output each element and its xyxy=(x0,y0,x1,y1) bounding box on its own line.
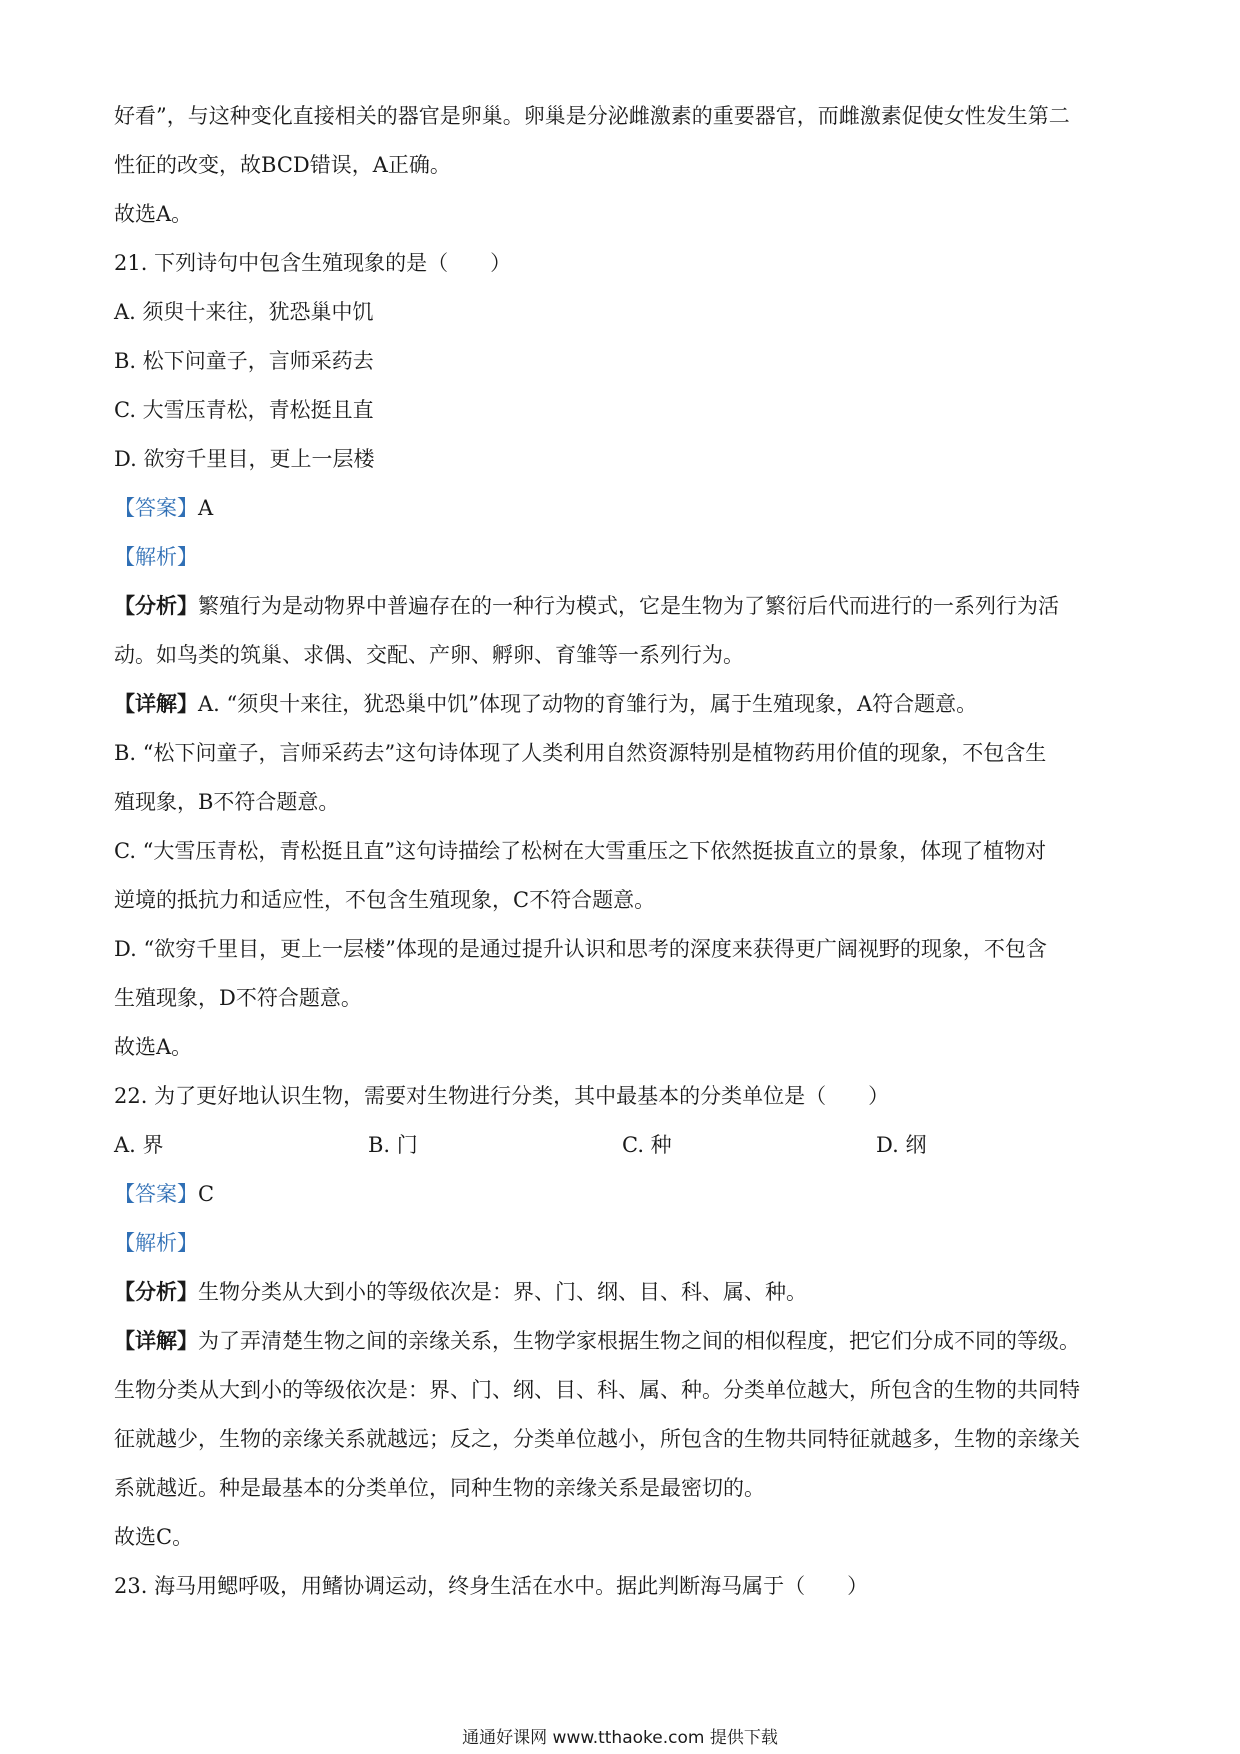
question-21-stem: 21. 下列诗句中包含生殖现象的是（ ） xyxy=(114,251,512,275)
answer-value: A xyxy=(198,496,214,520)
fenxi-tag: 【分析】 xyxy=(114,593,198,618)
detail-tag: 【详解】 xyxy=(114,691,198,716)
question-22-conclusion: 故选C。 xyxy=(114,1525,194,1549)
answer-tag: 【答案】 xyxy=(114,1182,198,1206)
question-21-answer xyxy=(114,493,213,523)
question-21-detail-line: C. “大雪压青松，青松挺且直”这句诗描绘了松树在大雪重压之下依然挺拔直立的景象，体现了植物对 xyxy=(114,839,1047,863)
question-22-detail-line: 征就越少，生物的亲缘关系就越远；反之，分类单位越小，所包含的生物共同特征就越多，生物的亲缘关 xyxy=(114,1427,1080,1451)
question-21-fenxi xyxy=(114,591,1059,621)
question-22-detail xyxy=(114,1326,1080,1356)
fenxi-tag: 【分析】 xyxy=(114,1279,198,1304)
question-22-fenxi xyxy=(114,1277,807,1307)
question-22-detail-line: 生物分类从大到小的等级依次是：界、门、纲、目、科、属、种。分类单位越大，所包含的生物的共同特 xyxy=(114,1378,1080,1402)
prev-conclusion: 故选A。 xyxy=(114,202,193,226)
detail-tag: 【详解】 xyxy=(114,1328,198,1353)
answer-tag: 【答案】 xyxy=(114,496,198,520)
question-21-analysis-heading xyxy=(114,542,198,572)
analysis-tag: 【解析】 xyxy=(114,1231,198,1255)
question-23-stem: 23. 海马用鳃呼吸，用鳍协调运动，终身生活在水中。据此判断海马属于（ ） xyxy=(114,1574,869,1598)
question-22-option-c: C. 种 xyxy=(622,1133,672,1157)
question-21-option-d: D. 欲穷千里目，更上一层楼 xyxy=(114,447,375,471)
prev-explanation-line: 性征的改变，故BCD错误，A正确。 xyxy=(114,153,451,177)
detail-text: A. “须臾十来往，犹恐巢中饥”体现了动物的育雏行为，属于生殖现象，A符合题意。 xyxy=(198,692,978,716)
analysis-tag: 【解析】 xyxy=(114,545,198,569)
question-22-option-a: A. 界 xyxy=(114,1133,164,1157)
question-21-detail-line: B. “松下问童子，言师采药去”这句诗体现了人类利用自然资源特别是植物药用价值的现象，不包含生 xyxy=(114,741,1047,765)
question-22-option-d: D. 纲 xyxy=(876,1133,927,1157)
question-21-conclusion: 故选A。 xyxy=(114,1035,193,1059)
question-21-detail xyxy=(114,689,977,719)
detail-text: 为了弄清楚生物之间的亲缘关系，生物学家根据生物之间的相似程度，把它们分成不同的等级。 xyxy=(198,1329,1080,1353)
question-21-detail-line: D. “欲穷千里目，更上一层楼”体现的是通过提升认识和思考的深度来获得更广阔视野的现象，不包含 xyxy=(114,937,1047,961)
fenxi-text: 生物分类从大到小的等级依次是：界、门、纲、目、科、属、种。 xyxy=(198,1280,807,1304)
page-footer: 通通好课网 www.tthaoke.com 提供下载 xyxy=(462,1728,778,1748)
question-22-detail-line: 系就越近。种是最基本的分类单位，同种生物的亲缘关系是最密切的。 xyxy=(114,1476,765,1500)
question-21-detail-line: 生殖现象，D不符合题意。 xyxy=(114,986,362,1010)
question-22-answer xyxy=(114,1179,214,1209)
question-22-option-b: B. 门 xyxy=(368,1133,418,1157)
question-21-fenxi-line: 动。如鸟类的筑巢、求偶、交配、产卵、孵卵、育雏等一系列行为。 xyxy=(114,643,744,667)
prev-explanation-line: 好看”，与这种变化直接相关的器官是卵巢。卵巢是分泌雌激素的重要器官，而雌激素促使女性发生第二 xyxy=(114,104,1070,128)
question-21-option-c: C. 大雪压青松，青松挺且直 xyxy=(114,398,374,422)
question-21-option-b: B. 松下问童子，言师采药去 xyxy=(114,349,374,373)
question-21-option-a: A. 须臾十来往，犹恐巢中饥 xyxy=(114,300,374,324)
question-22-stem: 22. 为了更好地认识生物，需要对生物进行分类，其中最基本的分类单位是（ ） xyxy=(114,1084,890,1108)
answer-value: C xyxy=(198,1182,215,1206)
question-21-detail-line: 殖现象，B不符合题意。 xyxy=(114,790,340,814)
question-22-analysis-heading xyxy=(114,1228,198,1258)
fenxi-text: 繁殖行为是动物界中普遍存在的一种行为模式，它是生物为了繁衍后代而进行的一系列行为活 xyxy=(198,594,1059,618)
question-21-detail-line: 逆境的抵抗力和适应性，不包含生殖现象，C不符合题意。 xyxy=(114,888,656,912)
